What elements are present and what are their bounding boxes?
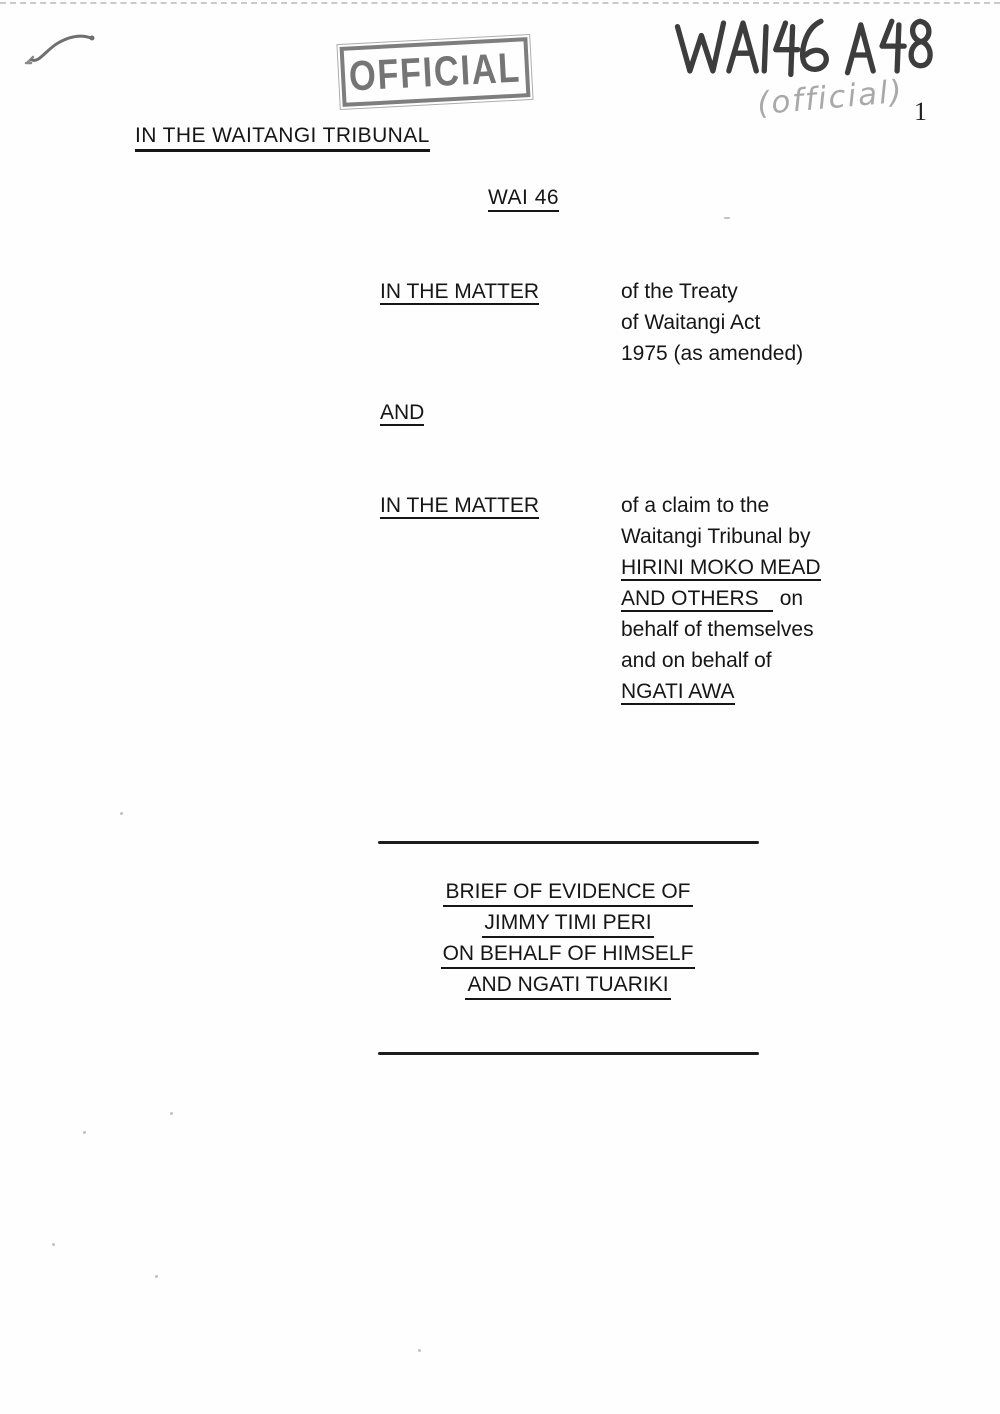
claim-reference-text: WAI 46 [488,186,559,212]
matter-1-label: IN THE MATTER [380,280,540,303]
scan-speck [52,1243,55,1246]
matter-2-line [621,676,821,707]
matter-2-line [621,552,821,583]
matter-1-line: of the Treaty [621,280,738,303]
official-stamp [340,37,531,107]
page-number: 1 [914,97,927,126]
claimant-others: AND OTHERS [621,587,773,612]
scan-speck [418,1349,421,1352]
handwritten-note: (official) [755,73,906,123]
scan-edge-artifact [0,2,1000,4]
matter-2-body [621,490,821,707]
matter-1-line: of Waitangi Act [621,311,761,334]
matter-2-line: and on behalf of [621,649,772,672]
title-line: ON BEHALF OF HIMSELF [368,942,768,966]
matter-2-line: of a claim to the [621,494,770,517]
matter-2-line: Waitangi Tribunal by [621,525,811,548]
scan-speck [83,1131,86,1134]
title-line: BRIEF OF EVIDENCE OF [368,880,768,904]
scan-speck [120,812,123,815]
matter-2-line: behalf of themselves [621,618,814,641]
conjunction: AND [380,401,425,424]
title-line: JIMMY TIMI PERI [368,911,768,935]
document-title [368,880,768,1004]
tribunal-heading-text: IN THE WAITANGI TRIBUNAL [135,124,430,152]
matter-1-line: 1975 (as amended) [621,342,804,365]
pen-mark-icon [20,26,110,71]
handwritten-reference [671,16,939,78]
title-line: AND NGATI TUARIKI [368,973,768,997]
matter-2-line: AND OTHERS on [621,587,804,610]
matter-1-body [621,276,803,369]
iwi-name: NGATI AWA [621,680,735,703]
horizontal-rule-bottom [378,1052,759,1055]
scan-speck [170,1112,173,1115]
scan-speck [724,217,730,219]
official-stamp-label: OFFICIAL [347,43,523,100]
horizontal-rule-top [378,841,759,844]
tribunal-heading [135,124,430,148]
matter-2-label: IN THE MATTER [380,494,540,517]
claim-reference [488,186,559,210]
claimant-name: HIRINI MOKO MEAD [621,556,821,579]
scan-speck [155,1275,158,1278]
